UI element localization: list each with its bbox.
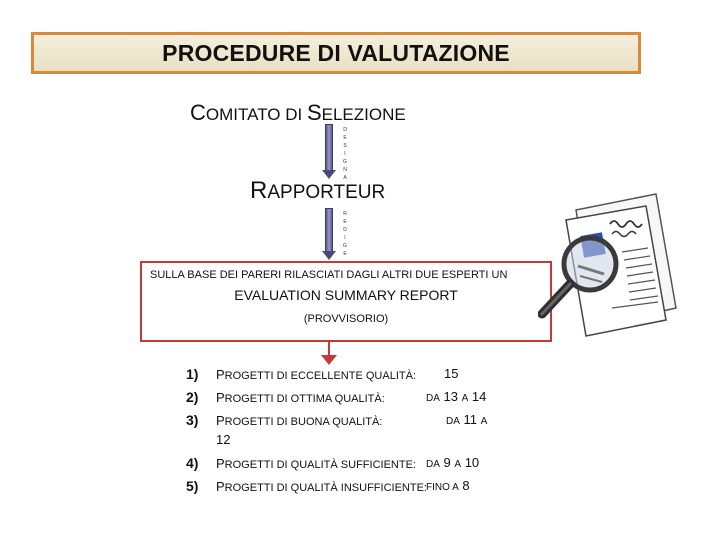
committee-initial-c: C [190,100,206,125]
committee-initial-s: S [306,100,322,125]
document-magnifier-icon [538,190,678,350]
list-item: 5) PROGETTI DI QUALITÀ INSUFFICIENTE: FINO A 8 [186,478,470,494]
summary-report-box [140,261,552,342]
arrow-to-list [321,342,337,366]
list-item: 2) PROGETTI DI OTTIMA QUALITÀ: DA 13 A 14 [186,389,487,405]
list-item: 3) PROGETTI DI BUONA QUALITÀ: DA 11 A 12 [186,412,488,447]
summary-line-1: SULLA BASE DEI PARERI RILASCIATI DAGLI ALTRI DUE ESPERTI UN [150,269,508,281]
list-item: 1) PROGETTI DI ECCELLENTE QUALITÀ: 15 [186,366,459,382]
arrow-redige [322,208,336,261]
verb-redige: R E D I G E [343,211,347,257]
arrow-designa [322,124,336,180]
rapporteur-text: APPORTEUR [267,182,386,203]
rapporteur-heading [250,177,385,205]
committee-heading [190,100,406,126]
page-title: PROCEDURE DI VALUTAZIONE [162,39,510,66]
title-banner [31,32,641,74]
list-item: 4) PROGETTI DI QUALITÀ SUFFICIENTE: DA 9 A 10 [186,455,480,471]
summary-line-2: EVALUATION SUMMARY REPORT [234,287,458,303]
committee-text-1: OMITATO DI [205,105,307,124]
verb-designa: D E S I G N A [343,127,347,181]
quality-list [186,366,526,501]
committee-text-2: ELEZIONE [321,105,406,124]
summary-line-3: (PROVVISORIO) [303,313,389,325]
rapporteur-initial: R [250,177,268,204]
